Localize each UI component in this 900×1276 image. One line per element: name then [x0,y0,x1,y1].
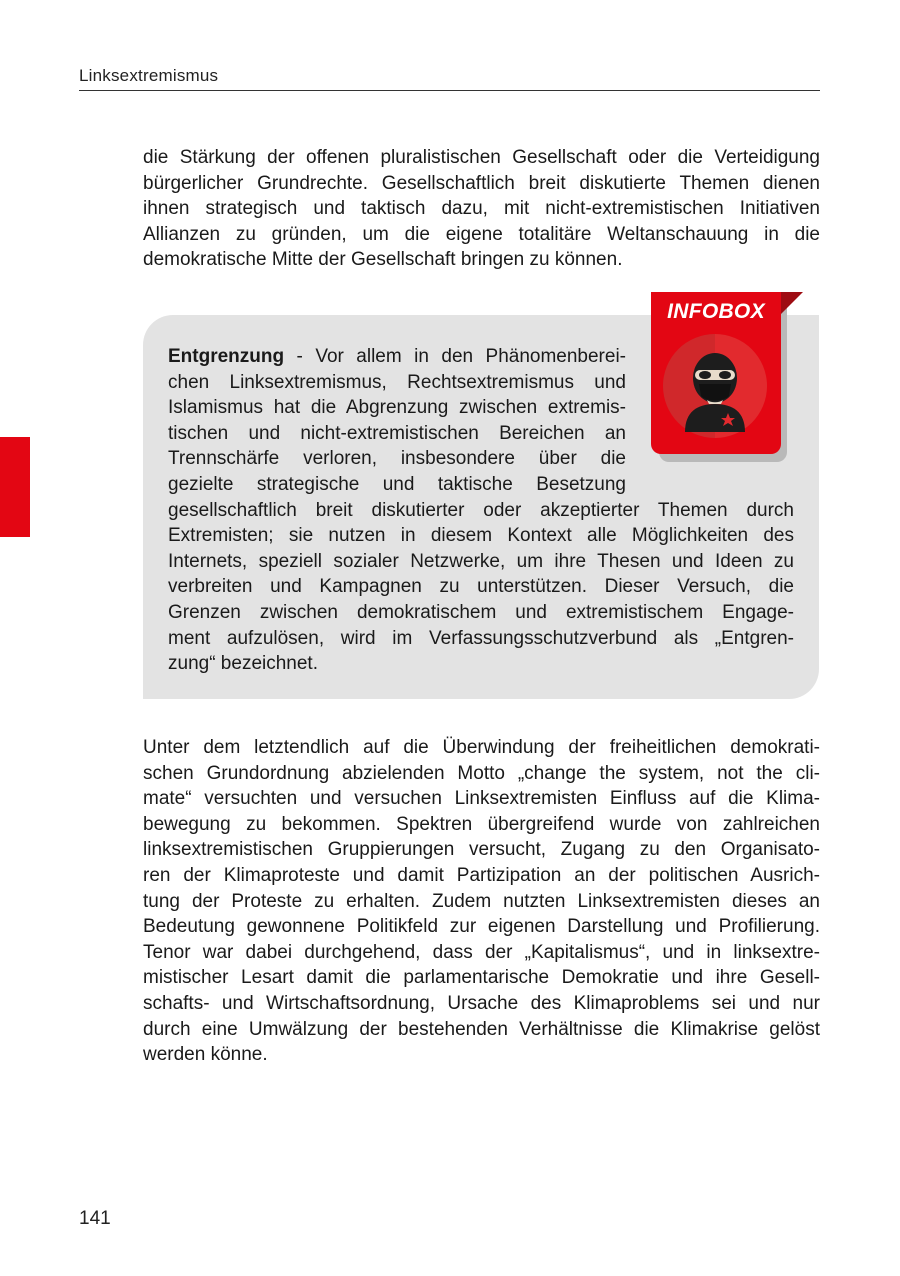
text-line: Islamismus hat die Abgrenzung zwischen extremis- [168,397,626,419]
text-line: durch eine Umwälzung der bestehenden Verhältnisse die Klimakrise gelöst [143,1018,820,1040]
text-line: demokratische Mitte der Gesellschaft bringen zu können. [143,249,623,271]
infobox-badge [651,292,811,462]
text-line: werden könne. [143,1044,268,1066]
chapter-side-tab [0,437,30,537]
page-number: 141 [79,1208,111,1229]
text-line: ren der Klimaproteste und damit Partizipation an der politischen Ausrich- [143,864,820,886]
text-line: die Stärkung der offenen pluralistischen Gesellschaft oder die Verteidigung [143,147,820,168]
paragraph-intro [143,145,820,273]
text-line: ihnen strategisch und taktisch dazu, mit nicht-extremistischen Initiativen [143,198,820,220]
text-line: linksextremistischen Gruppierungen versucht, Zugang zu den Organisato- [143,839,820,861]
text-line [168,344,626,370]
text-line: Internets, speziell sozialer Netzwerke, um ihre Thesen und Ideen zu [168,550,794,572]
infobox-term: Entgrenzung [168,346,285,367]
text-line: Extremisten; sie nutzen in diesem Kontext alle Möglichkeiten des [168,525,794,547]
infobox-first-line: - Vor allem in den Phänomenberei- [284,346,626,367]
header-rule [79,90,820,91]
text-line: gesellschaftlich breit diskutierter oder akzeptierter Themen durch [168,499,794,521]
running-head: Linksextremismus [79,66,219,85]
text-line: Unter dem letztendlich auf die Überwindung der freiheitlichen demokrati- [143,737,820,758]
text-line: schen Grundordnung abzielenden Motto „change the system, not the cli- [143,762,820,784]
masked-person-icon [663,334,767,438]
text-line: mate“ versuchten und versuchen Linksextremisten Einfluss auf die Klima- [143,788,820,810]
text-line: Allianzen zu gründen, um die eigene totalitäre Weltanschauung in die [143,223,820,245]
text-line: gezielte strategische und taktische Besetzung [168,473,626,495]
text-line: tischen und nicht-extremistischen Bereichen an [168,422,626,444]
badge-card [651,292,781,454]
badge-label: INFOBOX [667,300,765,323]
text-line: tung der Proteste zu erhalten. Zudem nutzten Linksextremisten dieses an [143,890,820,912]
text-line: Trennschärfe verloren, insbesondere über die [168,448,626,470]
text-line: bürgerlicher Grundrechte. Gesellschaftlich breit diskutierte Themen dienen [143,172,820,194]
text-line: Grenzen zwischen demokratischem und extremistischem Engage- [168,601,794,623]
paragraph-climate [143,735,820,1068]
text-line: verbreiten und Kampagnen zu unterstützen. Dieser Versuch, die [168,576,794,598]
badge-corner-fold [781,292,803,314]
text-line: Bedeutung gewonnene Politikfeld zur eigenen Darstellung und Profilierung. [143,916,820,938]
text-line: bewegung zu bekommen. Spektren übergreifend wurde von zahlreichen [143,813,820,835]
text-line: schafts- und Wirtschaftsordnung, Ursache des Klimaproblems sei und nur [143,992,820,1014]
text-line: ment aufzulösen, wird im Verfassungsschutzverbund als „Entgren- [168,627,794,649]
text-line: Tenor war dabei durchgehend, dass der „Kapitalismus“, und in linksextre- [143,941,820,963]
text-line: chen Linksextremismus, Rechtsextremismus und [168,371,626,393]
text-line: mistischer Lesart damit die parlamentarische Demokratie und ihre Gesell- [143,967,820,989]
text-line: zung“ bezeichnet. [168,653,318,675]
